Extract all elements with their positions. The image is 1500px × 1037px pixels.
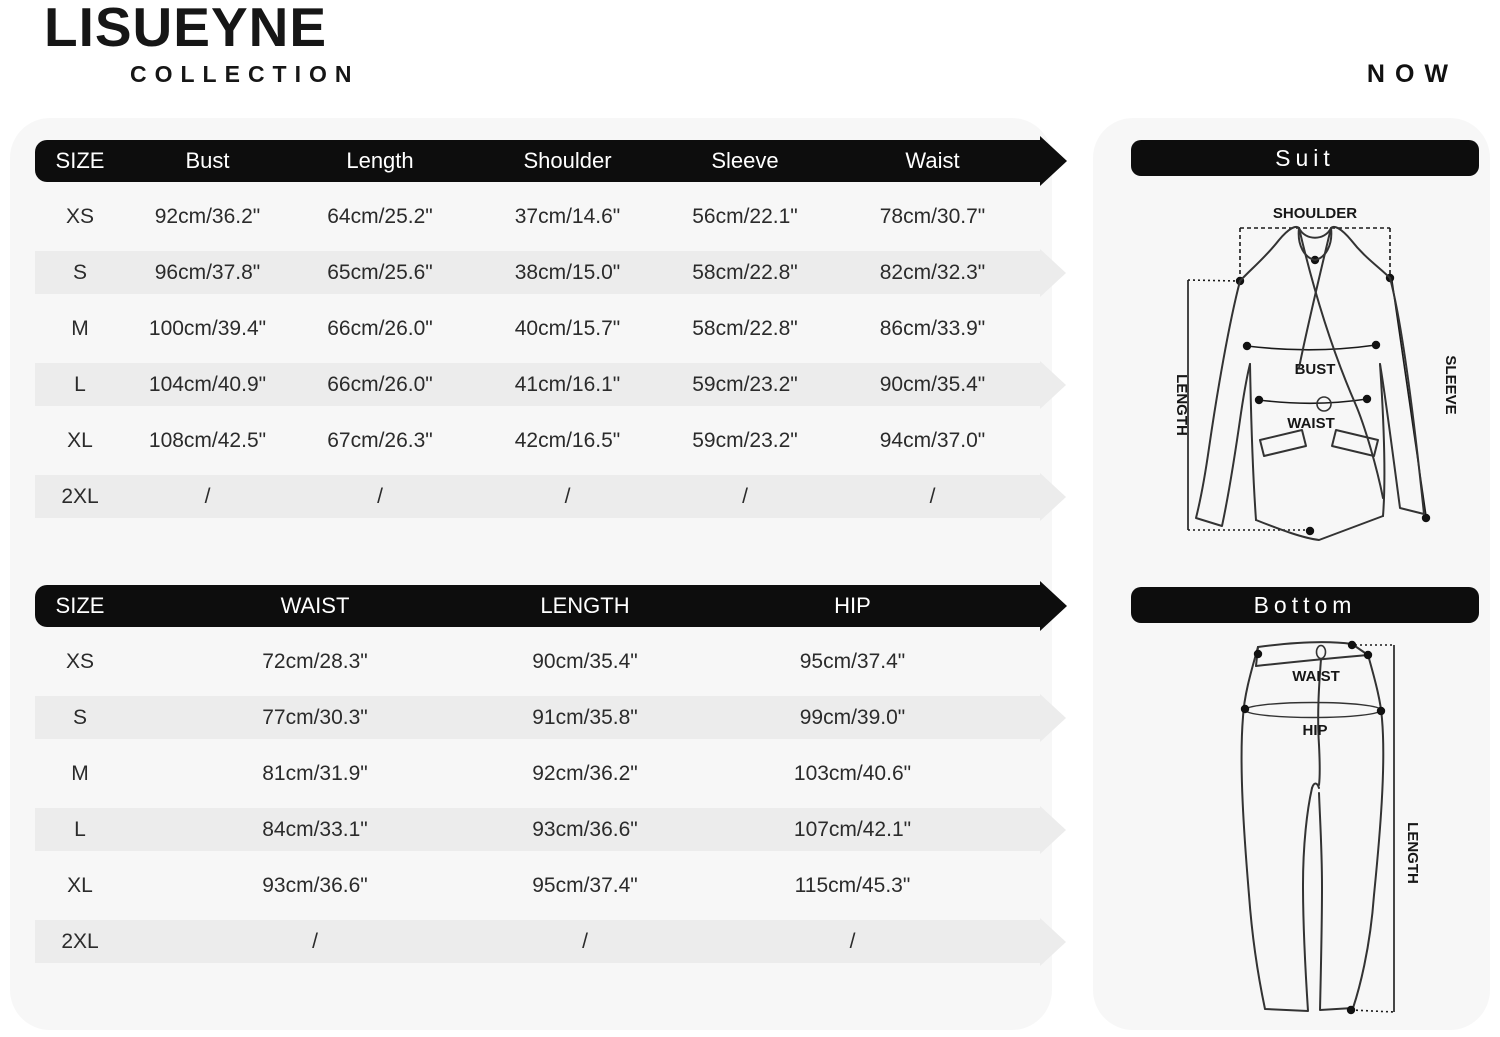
value-cell: 72cm/28.3": [262, 649, 368, 673]
value-cell: 67cm/26.3": [327, 428, 433, 452]
waist-point-right: [1363, 395, 1371, 403]
value-cell: /: [929, 484, 936, 508]
value-cell: 90cm/35.4": [532, 649, 638, 673]
brand-name: LISUEYNE: [44, 0, 328, 58]
value-cell: 107cm/42.1": [793, 817, 912, 841]
hip-point-left: [1241, 705, 1249, 713]
value-cell: 81cm/31.9": [262, 761, 368, 785]
pants-measurement-diagram: [1093, 625, 1490, 1025]
table-row: [35, 640, 1040, 683]
table-row: [35, 195, 1040, 238]
value-cell: 92cm/36.2": [532, 761, 638, 785]
value-cell: 92cm/36.2": [154, 204, 261, 228]
table-row: [35, 475, 1040, 518]
bottom-table-header-bar: [35, 585, 1040, 627]
length-connector-lines: [1188, 280, 1305, 530]
value-cell: 84cm/33.1": [262, 817, 368, 841]
hem-point: [1347, 1006, 1355, 1014]
value-cell: 66cm/26.0": [327, 372, 433, 396]
value-cell: 59cm/23.2": [692, 372, 798, 396]
value-cell: /: [849, 929, 856, 953]
bust-measure-line: [1247, 345, 1376, 350]
table-row: [35, 251, 1040, 294]
waist-label: WAIST: [1287, 415, 1335, 432]
bottom-diagram-title-bar: Bottom: [1131, 587, 1479, 623]
suit-diagram-title-bar: Suit: [1131, 140, 1479, 176]
sleeve-label: SLEEVE: [1442, 355, 1459, 415]
value-cell: 64cm/25.2": [327, 204, 433, 228]
value-cell: 77cm/30.3": [262, 705, 368, 729]
size-cell: L: [74, 817, 86, 841]
value-cell: 82cm/32.3": [879, 260, 986, 284]
value-cell: 96cm/37.8": [154, 260, 261, 284]
waistband-point-right: [1364, 651, 1372, 659]
value-cell: /: [204, 484, 211, 508]
length-label: LENGTH: [1173, 374, 1190, 436]
table-row: [35, 864, 1040, 907]
size-cell: L: [74, 372, 86, 396]
bust-point-right: [1372, 341, 1380, 349]
column-header: SIZE: [55, 148, 105, 173]
shoulder-drop-lines: [1240, 228, 1390, 278]
column-header: Bust: [185, 148, 230, 173]
table-row: [35, 752, 1040, 795]
value-cell: 86cm/33.9": [879, 316, 986, 340]
size-cell: XS: [65, 204, 94, 228]
size-cell: M: [71, 761, 89, 785]
suit-measurement-diagram: [1093, 178, 1490, 583]
hip-label: HIP: [1302, 722, 1328, 739]
size-tables-card: [10, 118, 1052, 1030]
value-cell: 58cm/22.8": [692, 260, 798, 284]
bust-label: BUST: [1294, 361, 1336, 378]
column-header: LENGTH: [540, 593, 630, 618]
value-cell: 58cm/22.8": [692, 316, 798, 340]
value-cell: 93cm/36.6": [532, 817, 638, 841]
column-header: HIP: [834, 593, 871, 618]
waist-label: WAIST: [1292, 668, 1340, 685]
value-cell: /: [312, 929, 318, 953]
value-cell: 115cm/45.3": [794, 873, 911, 897]
value-cell: 59cm/23.2": [692, 428, 798, 452]
column-header: Shoulder: [523, 148, 612, 173]
table-row: [35, 920, 1040, 963]
value-cell: 108cm/42.5": [148, 428, 267, 452]
column-header: WAIST: [280, 593, 350, 618]
pants-outline: [1242, 642, 1384, 1011]
waistband-point-top-right: [1348, 641, 1356, 649]
value-cell: 38cm/15.0": [514, 260, 621, 284]
value-cell: 37cm/14.6": [514, 204, 621, 228]
bottom-table-body: [35, 640, 1040, 963]
size-cell: 2XL: [61, 929, 99, 953]
hem-point: [1306, 527, 1314, 535]
size-cell: 2XL: [61, 484, 99, 508]
size-cell: XL: [67, 873, 93, 897]
value-cell: 90cm/35.4": [879, 372, 986, 396]
cuff-point: [1422, 514, 1430, 522]
promo-label: NOW: [1366, 60, 1458, 88]
brand-logo: [44, 0, 360, 88]
shoulder-label: SHOULDER: [1272, 205, 1358, 222]
value-cell: 56cm/22.1": [692, 204, 798, 228]
size-cell: M: [71, 316, 89, 340]
column-header: Sleeve: [711, 148, 779, 173]
value-cell: /: [582, 929, 588, 953]
column-header: Length: [346, 148, 414, 173]
value-cell: 103cm/40.6": [793, 761, 912, 785]
table-row: [35, 307, 1040, 350]
table-row: [35, 363, 1040, 406]
value-cell: 66cm/26.0": [327, 316, 433, 340]
size-cell: S: [72, 260, 87, 284]
length-connector-lines: [1351, 645, 1394, 1012]
size-cell: XS: [65, 649, 94, 673]
hip-point-right: [1377, 707, 1385, 715]
value-cell: /: [377, 484, 383, 508]
value-cell: 42cm/16.5": [514, 428, 621, 452]
size-cell: XL: [67, 428, 93, 452]
table-row: [35, 696, 1040, 739]
table-row: [35, 419, 1040, 462]
suit-table-header-bar: [35, 140, 1040, 182]
waistband-point-left: [1254, 650, 1262, 658]
waist-point-left: [1255, 396, 1263, 404]
value-cell: 104cm/40.9": [148, 372, 267, 396]
brand-collection: COLLECTION: [130, 61, 360, 87]
value-cell: /: [564, 484, 571, 508]
tables-wrapper: [35, 140, 1040, 963]
length-label: LENGTH: [1404, 822, 1421, 884]
value-cell: 99cm/39.0": [799, 705, 906, 729]
value-cell: 95cm/37.4": [799, 649, 906, 673]
column-header: SIZE: [55, 593, 105, 618]
value-cell: /: [742, 484, 748, 508]
bottom-size-table: [35, 585, 1040, 963]
suit-size-table: [35, 140, 1040, 518]
column-header: Waist: [905, 148, 960, 173]
diagrams-card: [1093, 118, 1490, 1030]
suit-table-body: [35, 195, 1040, 518]
value-cell: 95cm/37.4": [532, 873, 638, 897]
value-cell: 40cm/15.7": [514, 316, 621, 340]
value-cell: 91cm/35.8": [532, 705, 638, 729]
value-cell: 41cm/16.1": [514, 372, 621, 396]
table-row: [35, 808, 1040, 851]
waist-measure-line: [1259, 399, 1367, 403]
value-cell: 78cm/30.7": [879, 204, 986, 228]
bust-point-left: [1243, 342, 1251, 350]
value-cell: 65cm/25.6": [327, 260, 433, 284]
value-cell: 93cm/36.6": [262, 873, 368, 897]
value-cell: 94cm/37.0": [879, 428, 986, 452]
value-cell: 100cm/39.4": [148, 316, 267, 340]
size-cell: S: [72, 705, 87, 729]
